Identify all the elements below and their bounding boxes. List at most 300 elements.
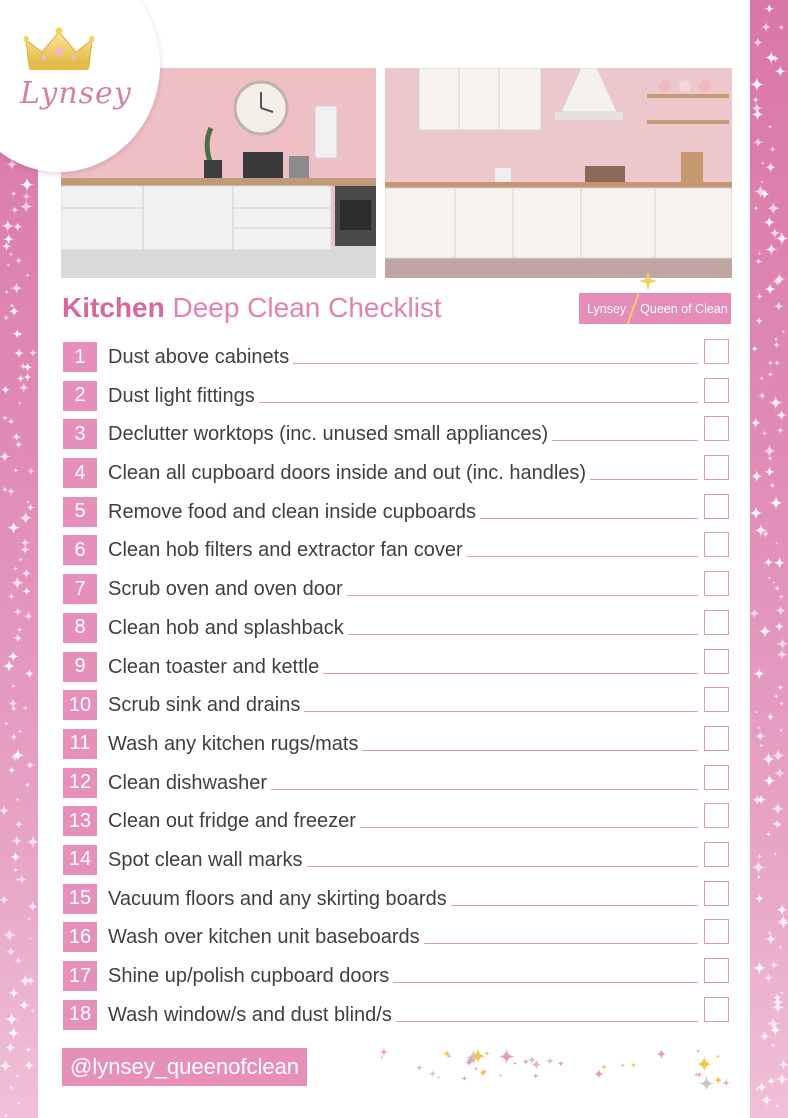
sparkle-icon — [752, 96, 759, 103]
sparkle-icon — [9, 851, 21, 863]
sparkle-icon — [774, 541, 778, 545]
sparkle-icon — [695, 1048, 700, 1053]
item-label: Clean toaster and kettle — [108, 652, 323, 682]
sparkle-icon — [775, 409, 788, 422]
sparkle-icon — [10, 705, 17, 712]
sparkle-icon — [769, 960, 779, 970]
checklist-item — [63, 919, 731, 958]
item-label: Dust light fittings — [108, 381, 259, 411]
sparkle-icon — [772, 581, 776, 585]
sparkle-icon — [379, 1047, 389, 1057]
sparkle-icon — [17, 729, 22, 734]
item-number: 5 — [63, 497, 97, 527]
sparkle-icon — [2, 659, 16, 673]
sparkle-icon — [766, 201, 781, 216]
sparkle-icon — [779, 701, 784, 706]
item-number: 8 — [63, 613, 97, 643]
item-number: 13 — [63, 806, 97, 836]
sparkle-icon — [0, 1058, 13, 1074]
sparkle-pattern-right — [750, 0, 788, 1118]
sparkle-icon — [764, 242, 778, 256]
sparkle-icon — [10, 190, 17, 197]
item-label: Shine up/polish cupboard doors — [108, 961, 393, 991]
item-checkbox[interactable] — [704, 765, 729, 790]
sparkle-icon — [773, 300, 784, 311]
item-label: Clean out fridge and freezer — [108, 806, 360, 836]
sparkle-icon — [13, 956, 23, 966]
sparkle-icon — [10, 748, 25, 763]
sparkle-icon — [2, 415, 8, 421]
item-checkbox[interactable] — [704, 416, 729, 441]
sparkle-icon — [751, 859, 767, 875]
sparkle-icon — [23, 1059, 35, 1071]
sparkle-icon — [0, 804, 10, 817]
page-title-bold: Kitchen — [62, 292, 165, 323]
right-sparkle-border — [750, 0, 788, 1118]
item-number: 1 — [63, 342, 97, 372]
sparkle-icon — [758, 1030, 771, 1043]
sparkle-icon — [773, 851, 778, 856]
sparkle-icon — [750, 505, 764, 520]
item-checkbox[interactable] — [704, 803, 729, 828]
checklist — [63, 339, 731, 1035]
sparkle-icon — [545, 1056, 554, 1065]
sparkle-icon — [769, 145, 777, 153]
sparkle-icon — [8, 305, 21, 318]
checklist-item — [63, 765, 731, 804]
item-checkbox[interactable] — [704, 532, 729, 557]
sparkle-icon — [18, 381, 30, 393]
sparkle-icon — [763, 972, 774, 983]
sparkle-icon — [750, 417, 762, 429]
sparkle-icon — [593, 1068, 605, 1080]
sparkle-icon — [12, 632, 23, 643]
sparkle-icon — [762, 773, 777, 788]
sparkle-icon — [761, 430, 768, 437]
checklist-item — [63, 881, 731, 920]
sparkle-icon — [754, 730, 766, 742]
sparkle-icon — [767, 576, 771, 580]
checklist-item — [63, 416, 731, 455]
sparkle-icon — [29, 348, 38, 357]
checklist-item — [63, 494, 731, 533]
sparkle-icon — [19, 177, 35, 193]
item-label: Clean hob filters and extractor fan cover — [108, 535, 467, 565]
sparkle-icon — [775, 604, 787, 616]
sparkle-icon — [767, 930, 772, 935]
sparkle-icon — [762, 443, 778, 459]
sparkle-icon — [722, 1078, 731, 1087]
sparkle-icon — [18, 510, 34, 526]
sparkle-icon — [762, 215, 776, 229]
sparkle-icon — [437, 1075, 441, 1079]
checklist-item — [63, 997, 731, 1036]
sparkle-icon — [767, 371, 774, 378]
item-checkbox[interactable] — [704, 455, 729, 480]
item-label: Clean hob and splashback — [108, 613, 348, 643]
sparkle-icon — [772, 819, 782, 829]
wand-divider — [627, 294, 640, 324]
item-number: 6 — [63, 535, 97, 565]
item-label: Scrub oven and oven door — [108, 574, 347, 604]
brand-tag — [579, 293, 731, 324]
sparkle-icon — [715, 1054, 720, 1059]
sparkle-icon — [21, 568, 31, 578]
sparkle-icon — [26, 500, 31, 505]
item-label: Dust above cabinets — [108, 342, 293, 372]
checklist-item — [63, 532, 731, 571]
sparkle-icon — [16, 626, 23, 633]
item-number: 14 — [63, 845, 97, 875]
sparkle-icon — [768, 495, 783, 510]
item-number: 3 — [63, 419, 97, 449]
sparkle-icon — [0, 450, 11, 463]
sparkle-icon — [22, 587, 31, 596]
sparkle-icon — [7, 766, 16, 775]
social-handle: @lynsey_queenofclean — [62, 1048, 307, 1086]
sparkle-icon — [4, 1012, 19, 1027]
sparkle-icon — [765, 831, 771, 837]
sparkle-icon — [513, 1061, 518, 1066]
sparkle-icon — [770, 1042, 777, 1049]
sparkle-icon — [766, 1076, 777, 1087]
sparkle-icon — [4, 1041, 16, 1053]
sparkle-icon — [754, 893, 764, 903]
sparkle-icon — [769, 1023, 783, 1037]
sparkle-icon — [0, 219, 15, 234]
sparkle-icon — [532, 1072, 539, 1079]
item-number: 12 — [63, 768, 97, 798]
item-checkbox[interactable] — [704, 842, 729, 867]
kitchen-photo-right — [385, 68, 732, 278]
sparkle-icon — [26, 900, 38, 913]
brand-tagline: Queen of Clean — [640, 301, 728, 316]
sparkle-icon — [764, 932, 777, 945]
sparkle-icon — [761, 751, 777, 767]
sparkle-icon — [442, 1049, 451, 1058]
sparkle-icon — [12, 867, 18, 873]
sparkle-icon — [25, 760, 35, 770]
page-title — [62, 292, 442, 324]
sparkle-icon — [756, 853, 763, 860]
sparkle-icon — [2, 314, 10, 322]
sparkle-icon — [7, 1026, 21, 1040]
sparkle-icon — [10, 303, 15, 308]
sparkle-icon — [758, 624, 773, 639]
item-label: Declutter worktops (inc. unused small appliances) — [108, 419, 552, 449]
item-checkbox[interactable] — [704, 958, 729, 983]
item-label: Wash over kitchen unit baseboards — [108, 922, 424, 952]
sparkle-icon — [1, 927, 17, 943]
sparkle-icon — [774, 359, 781, 366]
sparkle-icon — [760, 180, 764, 184]
sparkle-icon — [766, 712, 776, 722]
sparkle-icon — [773, 693, 779, 699]
item-label: Clean dishwasher — [108, 768, 271, 798]
item-checkbox[interactable] — [704, 997, 729, 1022]
sparkle-icon — [768, 395, 784, 411]
sparkle-icon — [764, 466, 776, 478]
sparkle-icon — [771, 748, 787, 764]
item-label: Scrub sink and drains — [108, 690, 304, 720]
sparkle-icon — [771, 1000, 786, 1015]
sparkle-icon — [13, 566, 19, 572]
sparkle-icon — [20, 544, 31, 555]
sparkle-icon — [522, 1058, 530, 1066]
sparkle-icon — [620, 1063, 625, 1068]
sparkle-icon — [0, 894, 10, 905]
sparkle-icon — [23, 611, 33, 621]
sparkle-icon — [18, 401, 22, 405]
checklist-item — [63, 571, 731, 610]
sparkle-icon — [15, 797, 20, 802]
sparkle-icon — [770, 801, 785, 816]
sparkle-icon — [16, 374, 25, 383]
item-number: 15 — [63, 884, 97, 914]
item-checkbox[interactable] — [704, 339, 729, 364]
item-label: Wash window/s and dust blind/s — [108, 1000, 396, 1030]
sparkle-icon — [779, 728, 784, 733]
sparkle-icon — [630, 1062, 637, 1069]
sparkle-icon — [10, 834, 23, 847]
sparkle-icon — [600, 1063, 607, 1070]
sparkle-icon — [10, 205, 19, 214]
sparkle-icon — [22, 705, 29, 712]
sparkle-icon — [12, 221, 23, 232]
item-number: 18 — [63, 1000, 97, 1030]
sparkle-icon — [469, 1047, 487, 1065]
sparkle-icon — [11, 432, 22, 443]
checklist-item — [63, 339, 731, 378]
sparkle-icon — [10, 576, 25, 591]
sparkle-icon — [774, 1103, 780, 1109]
sparkle-icon — [483, 1050, 490, 1057]
sparkle-icon — [15, 877, 20, 882]
sparkle-icon — [750, 77, 765, 93]
sparkle-icon — [751, 108, 765, 122]
sparkle-icon — [5, 946, 16, 957]
sparkle-icon — [7, 418, 15, 426]
sparkle-icon — [1, 486, 8, 493]
sparkle-icon — [755, 258, 763, 266]
sparkle-icon — [774, 337, 778, 341]
sparkle-icon — [7, 698, 18, 709]
item-checkbox[interactable] — [704, 649, 729, 674]
sparkle-icon — [6, 520, 21, 535]
sparkle-icon — [751, 793, 764, 806]
sparkle-icon — [7, 986, 20, 999]
sparkle-icon — [773, 767, 786, 780]
sparkle-icon — [774, 65, 786, 77]
sparkle-icon — [764, 3, 775, 14]
sparkle-icon — [760, 161, 765, 166]
sparkle-icon — [778, 945, 783, 950]
sparkle-icon — [779, 990, 784, 995]
item-number: 16 — [63, 922, 97, 952]
sparkle-icon — [655, 1048, 667, 1060]
sparkle-icon — [773, 556, 787, 570]
sparkle-icon — [18, 199, 33, 214]
sparkle-icon — [773, 272, 787, 286]
sparkle-icon — [18, 557, 23, 562]
item-checkbox[interactable] — [704, 610, 729, 635]
sparkle-icon — [2, 233, 14, 245]
sparkle-icon — [18, 362, 27, 371]
sparkle-icon — [16, 1101, 21, 1106]
sparkle-icon — [7, 592, 15, 600]
sparkle-icon — [767, 124, 772, 129]
sparkle-icon — [757, 251, 761, 255]
sparkle-icon — [759, 375, 765, 381]
sparkle-icon — [767, 359, 774, 366]
sparkle-icon — [12, 329, 22, 339]
sparkle-icon — [773, 341, 781, 349]
sparkle-icon — [776, 915, 788, 930]
page-title-rest: Deep Clean Checklist — [164, 292, 442, 323]
sparkle-icon — [754, 710, 758, 714]
sparkle-icon — [776, 648, 788, 661]
crown-icon — [24, 26, 94, 72]
sparkle-icon — [750, 607, 761, 619]
checklist-item — [63, 842, 731, 881]
sparkle-icon — [415, 1064, 423, 1072]
sparkle-icon — [780, 329, 785, 334]
item-number: 4 — [63, 458, 97, 488]
item-label: Wash any kitchen rugs/mats — [108, 729, 362, 759]
item-label: Remove food and clean inside cupboards — [108, 497, 480, 527]
sparkle-icon — [753, 184, 769, 200]
sparkle-icon — [1, 385, 11, 395]
sparkle-icon — [25, 272, 31, 278]
sparkle-icon — [777, 684, 784, 691]
sparkle-icon — [21, 191, 32, 202]
logo-text: Lynsey — [20, 76, 132, 111]
sparkle-icon — [767, 456, 773, 462]
brand-name: Lynsey — [587, 301, 627, 316]
sparkle-icon — [13, 347, 25, 359]
sparkle-icon — [1, 241, 11, 251]
sparkle-icon — [24, 782, 30, 788]
item-number: 10 — [63, 690, 97, 720]
sparkle-icon — [763, 557, 774, 568]
sparkle-icon — [756, 874, 762, 880]
sparkle-icon — [379, 1055, 383, 1059]
sparkle-icon — [764, 161, 777, 174]
item-checkbox[interactable] — [704, 494, 729, 519]
item-checkbox[interactable] — [704, 687, 729, 712]
checklist-item — [63, 455, 731, 494]
sparkle-icon — [26, 503, 35, 512]
sparkle-icon — [753, 667, 766, 680]
sparkle-icon — [498, 1047, 516, 1065]
checklist-item — [63, 726, 731, 765]
sparkle-icon — [4, 721, 10, 727]
sparkle-icon — [760, 1093, 774, 1107]
footer-sparkles — [375, 1045, 735, 1089]
sparkle-icon — [26, 916, 32, 922]
item-label: Vacuum floors and any skirting boards — [108, 884, 451, 914]
sparkle-icon — [8, 251, 14, 257]
checklist-item — [63, 610, 731, 649]
sparkle-icon — [756, 293, 764, 301]
sparkle-icon — [756, 1081, 768, 1093]
sparkle-icon — [694, 1072, 700, 1078]
item-number: 2 — [63, 381, 97, 411]
item-checkbox[interactable] — [704, 378, 729, 403]
sparkle-icon — [776, 426, 784, 434]
sparkle-icon — [763, 282, 776, 295]
wand-sparkle-icon — [639, 271, 657, 295]
sparkle-icon — [774, 1072, 788, 1088]
sparkle-icon — [778, 1059, 788, 1070]
sparkle-icon — [25, 834, 38, 849]
item-checkbox[interactable] — [704, 919, 729, 944]
sparkle-icon — [4, 1113, 9, 1118]
item-label: Clean all cupboard doors inside and out (inc. handles) — [108, 458, 590, 488]
sparkle-icon — [27, 467, 36, 476]
checklist-item — [63, 803, 731, 842]
item-number: 11 — [63, 729, 97, 759]
sparkle-icon — [776, 903, 788, 916]
sparkle-icon — [14, 440, 23, 449]
sparkle-icon — [6, 486, 16, 496]
sparkle-icon — [14, 819, 25, 830]
sparkle-icon — [769, 482, 776, 489]
sparkle-icon — [6, 263, 11, 268]
sparkle-icon — [760, 21, 772, 33]
sparkle-icon — [775, 637, 788, 651]
item-checkbox[interactable] — [704, 881, 729, 906]
sparkle-icon — [753, 206, 758, 211]
sparkle-icon — [764, 50, 779, 65]
sparkle-icon — [695, 1055, 713, 1073]
checklist-item — [63, 958, 731, 997]
sparkle-icon — [774, 585, 780, 591]
sparkle-icon — [778, 593, 785, 600]
sparkle-icon — [13, 468, 19, 474]
item-number: 7 — [63, 574, 97, 604]
sparkle-icon — [752, 960, 767, 975]
sparkle-icon — [4, 289, 9, 294]
sparkle-icon — [25, 1046, 33, 1054]
sparkle-icon — [758, 391, 767, 400]
sparkle-icon — [17, 998, 31, 1012]
sparkle-icon — [697, 1075, 715, 1089]
sparkle-icon — [28, 936, 32, 940]
sparkle-icon — [778, 24, 785, 31]
sparkle-icon — [461, 1075, 468, 1082]
sparkle-icon — [14, 1073, 20, 1079]
sparkle-icon — [558, 1061, 564, 1067]
sparkle-icon — [752, 136, 764, 148]
sparkle-icon — [771, 275, 783, 287]
item-checkbox[interactable] — [704, 726, 729, 751]
sparkle-icon — [478, 1068, 487, 1077]
sparkle-icon — [24, 974, 36, 986]
sparkle-icon — [13, 607, 23, 617]
sparkle-icon — [10, 282, 23, 295]
checklist-item — [63, 687, 731, 726]
sparkle-icon — [473, 1066, 478, 1071]
sparkle-icon — [30, 1008, 37, 1015]
sparkle-icon — [758, 743, 764, 749]
sparkle-icon — [9, 733, 18, 742]
item-label: Spot clean wall marks — [108, 845, 307, 875]
sparkle-icon — [750, 469, 764, 483]
sparkle-icon — [428, 1070, 436, 1078]
sparkle-icon — [15, 257, 23, 265]
item-checkbox[interactable] — [704, 571, 729, 596]
